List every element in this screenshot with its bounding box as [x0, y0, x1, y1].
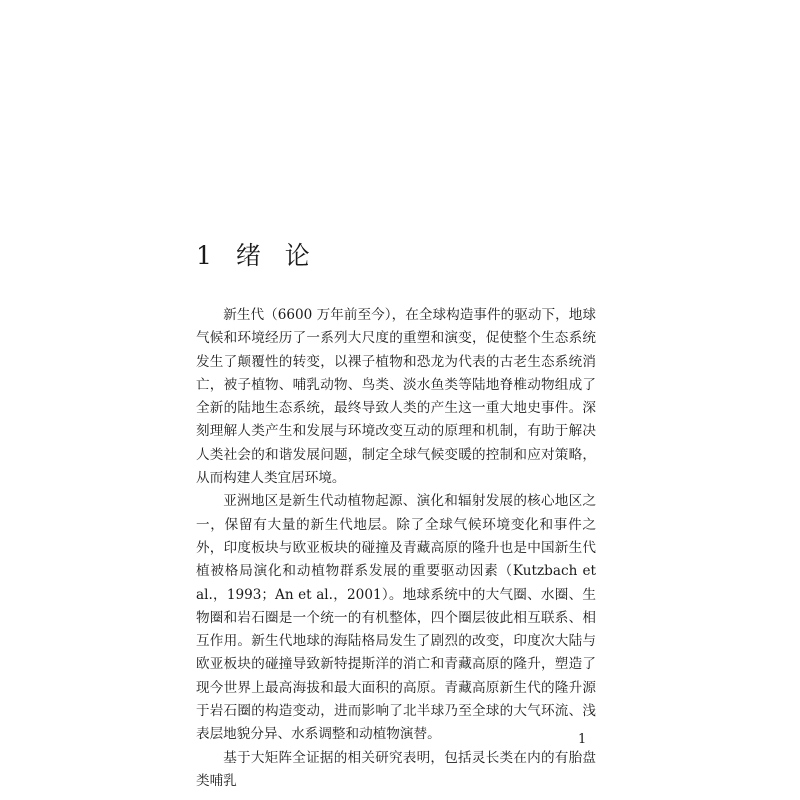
page-number: 1 — [578, 732, 587, 747]
chapter-title: 1 绪 论 — [196, 241, 311, 270]
paragraph-1: 新生代（6600 万年前至今），在全球构造事件的驱动下，地球气候和环境经历了一系列大尺度的重塑和演变，促使整个生态系统发生了颠覆性的转变，以裸子植物和恐龙为代表的古老生态系统消亡，被子植物、哺乳动物、鸟类、淡水鱼类等陆地脊椎动物组成了全新的陆地生态系统，最终导致人类的产生这一重大地史事件。深刻理解人类产生和发展与环境改变互动的原理和机制，有助于解决人类社会的和谐发展问题，制定全球气候变暖的控制和应对策略，从而构建人类宜居环境。 — [196, 307, 596, 487]
paragraph-2: 亚洲地区是新生代动植物起源、演化和辐射发展的核心地区之一，保留有大量的新生代地层。除了全球气候环境变化和事件之外，印度板块与欧亚板块的碰撞及青藏高原的隆升也是中国新生代植被格局演化和动植物群系发展的重要驱动因素（Kutzbach et al.，1993；An et al.，2001）。地球系统中的大气圈、水圈、生物圈和岩石圈是一个统一的有机整体，四个圈层彼此相互联系、相互作用。新生代地球的海陆格局发生了剧烈的改变，印度次大陆与欧亚板块的碰撞导致新特提斯洋的消亡和青藏高原的隆升，塑造了现今世界上最高海拔和最大面积的高原。青藏高原新生代的隆升源于岩石圈的构造变动，进而影响了北半球乃至全球的大气环流、浅表层地貌分异、水系调整和动植物演替。 — [196, 493, 596, 743]
body-text — [196, 304, 596, 793]
paragraph-3: 基于大矩阵全证据的相关研究表明，包括灵长类在内的有胎盘类哺乳 — [196, 749, 596, 789]
